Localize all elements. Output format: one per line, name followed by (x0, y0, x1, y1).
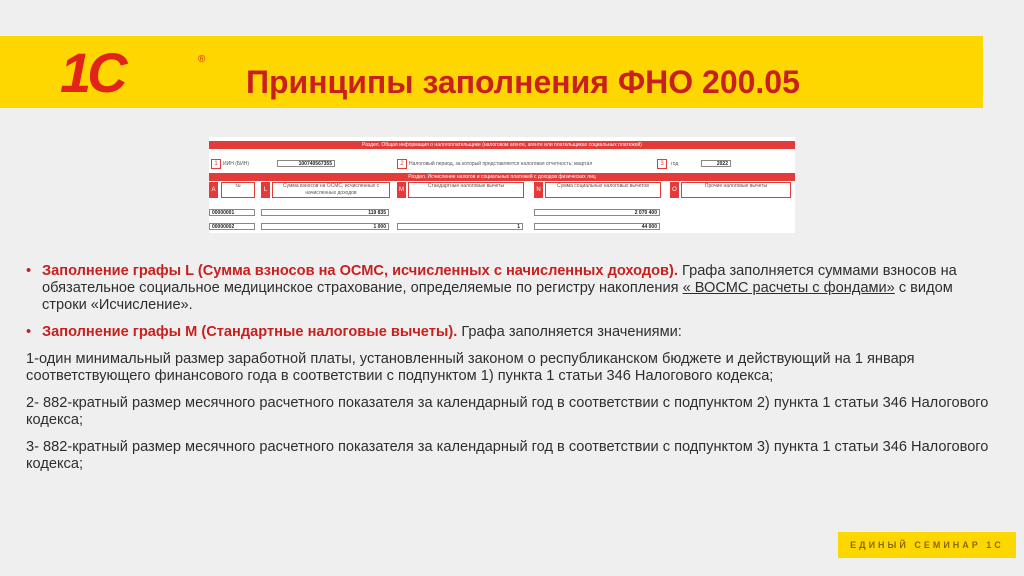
bullet-column-l (26, 263, 996, 314)
field3-value: 2022 (701, 160, 731, 167)
col-o-letter: O (670, 182, 679, 198)
row1-num: 00000001 (209, 209, 255, 216)
field3-label: год (671, 161, 679, 167)
form-screenshot (209, 137, 795, 233)
page-title: Принципы заполнения ФНО 200.05 (246, 64, 800, 100)
column-m-heading: Заполнение графы М (Стандартные налоговые вычеты). (42, 324, 458, 340)
field1-num: 1 (211, 159, 221, 169)
column-m-text: Графа заполняется значениями: (457, 324, 682, 340)
footer-seminar-badge: ЕДИНЫЙ СЕМИНАР 1С (838, 532, 1016, 558)
vosms-register-link[interactable]: « ВОСМС расчеты с фондами» (682, 280, 895, 296)
row2-col-m: 1 (397, 223, 523, 230)
registered-mark: ® (198, 54, 206, 65)
col-l-label: Сумма взносов на ОСМС, исчисленных с начисленных доходов (272, 182, 390, 198)
content-area (26, 263, 996, 483)
column-l-text: Графа заполняется суммами взносов на обязательное социальное медицинское страхование, определяемые по регистру накопления (42, 263, 957, 296)
row1-col-l: 119 835 (261, 209, 389, 216)
col-a-label: № (221, 182, 255, 198)
row1-col-n: 2 070 400 (534, 209, 660, 216)
paragraph-value-1: 1-один минимальный размер заработной платы, установленный законом о республиканском бюджете и действующий на 1 января соответствующего финансового года в соответствии с подпунктом 1) пункта 1 статьи 346 Налогового кодекса; (26, 351, 915, 384)
col-a-letter: A (209, 182, 218, 198)
bullet-dot: • (26, 263, 32, 279)
field1-label: ИИН (БИН) (223, 161, 250, 167)
row2-col-n: 44 000 (534, 223, 660, 230)
header-bar (0, 36, 983, 108)
logo-text: 1С (60, 41, 124, 104)
paragraph-value-3: 3- 882-кратный размер месячного расчетного показателя за календарный год в соответствии с подпунктом 3) пункта 1 статьи 346 Налогового кодекса; (26, 439, 989, 472)
field1-value: 100740567355 (277, 160, 335, 167)
column-l-heading: Заполнение графы L (Сумма взносов на ОСМС, исчисленных с начисленных доходов). (42, 263, 678, 279)
field2-num: 2 (397, 159, 407, 169)
row2-col-l: 1 000 (261, 223, 389, 230)
col-m-letter: M (397, 182, 406, 198)
field2-label: Налоговый период, за который представляется налоговая отчетность: квартал (409, 161, 593, 167)
field3-num: 3 (657, 159, 667, 169)
1c-logo (60, 41, 206, 104)
form-section1-title: Раздел. Общая информация о налогоплательщике (налоговом агенте, агенте или плательщиках социальных платежей) (209, 141, 795, 149)
col-o-label: Прочие налоговые вычеты (681, 182, 791, 198)
col-m-label: Стандартные налоговые вычеты (408, 182, 524, 198)
paragraph-value-2: 2- 882-кратный размер месячного расчетного показателя за календарный год в соответствии с подпунктом 2) пункта 1 статьи 346 Налогового кодекса; (26, 395, 989, 428)
form-section2-title: Раздел. Исчисление налогов и социальных платежей с доходов физических лиц (209, 173, 795, 181)
bullet-column-m (26, 324, 996, 341)
col-n-label: Сумма социальных налоговых вычетов (545, 182, 661, 198)
col-l-letter: L (261, 182, 270, 198)
row2-num: 00000002 (209, 223, 255, 230)
col-n-letter: N (534, 182, 543, 198)
column-l-text-end: с видом строки «Исчисление». (42, 280, 953, 313)
bullet-dot: • (26, 324, 32, 340)
